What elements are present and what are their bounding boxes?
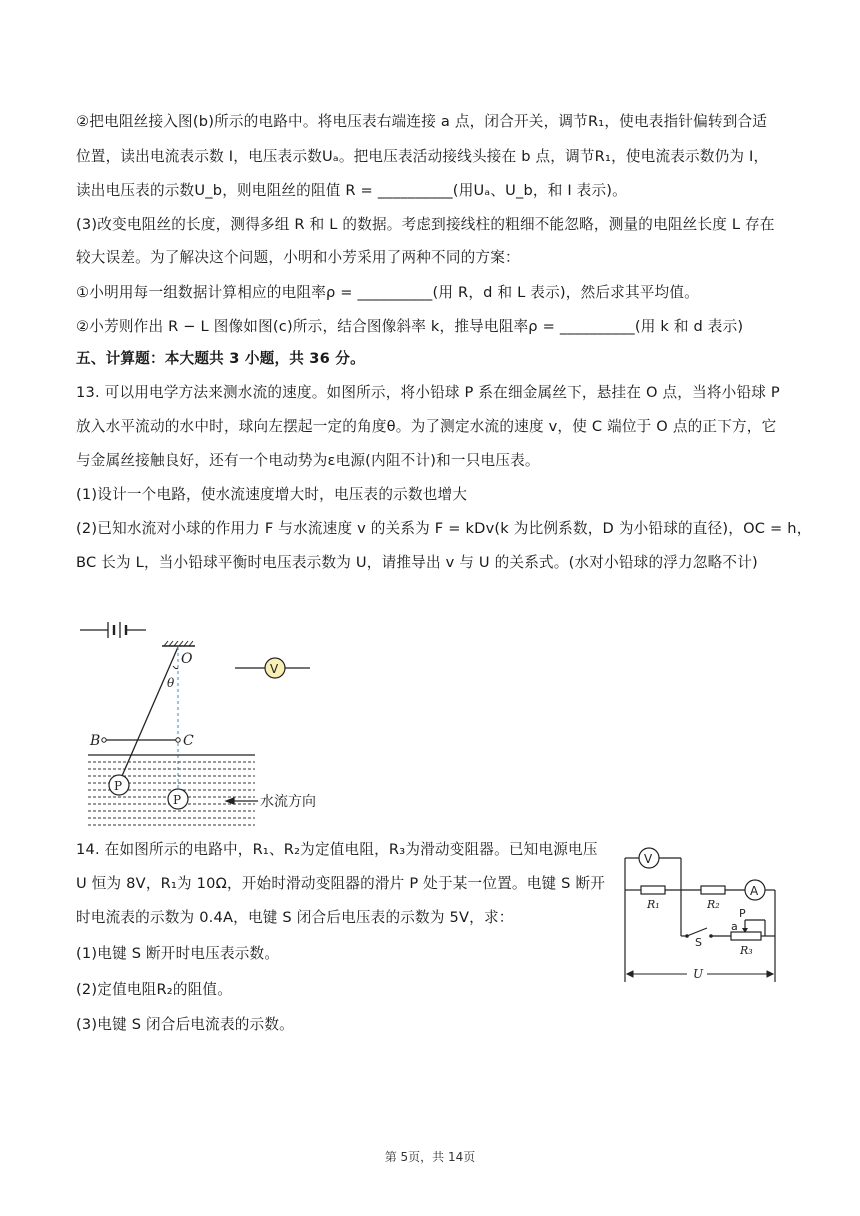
label-theta: θ xyxy=(167,676,175,690)
label-r2: R₂ xyxy=(707,898,720,911)
label-b: B xyxy=(90,733,101,749)
text-line: ①小明用每一组数据计算相应的电阻率ρ = __________(用 R，d 和 L 表示)，然后求其平均值。 xyxy=(76,284,699,301)
text-line: 14. 在如图所示的电路中，R₁、R₂为定值电阻，R₃为滑动变阻器。已知电源电压 xyxy=(76,841,598,858)
label-p2: P xyxy=(173,793,182,807)
water-flow-figure xyxy=(70,612,360,832)
text-line: ②把电阻丝接入图(b)所示的电路中。将电压表右端连接 a 点，闭合开关，调节R₁，使电表指针偏转到合适 xyxy=(76,113,768,130)
label-s: S xyxy=(695,936,702,949)
text-line: BC 长为 L，当小铅球平衡时电压表示数为 U，请推导出 v 与 U 的关系式。(水对小铅球的浮力忽略不计) xyxy=(76,554,758,571)
switch-terminal xyxy=(709,934,713,938)
text-line: 位置，读出电流表示数 I，电压表示数Uₐ。把电压表活动接线头接在 b 点，调节R₁，使电流表示数仍为 I， xyxy=(76,148,769,165)
text-line: U 恒为 8V，R₁为 10Ω，开始时滑动变阻器的滑片 P 处于某一位置。电键 S 断开 xyxy=(76,875,606,892)
angle-arc xyxy=(173,666,178,669)
text-line: 放入水平流动的水中时，球向左摆起一定的角度θ。为了测定水流的速度 v，使 C 端位于 O 点的正下方，它 xyxy=(76,418,777,435)
svg-text:V: V xyxy=(644,852,653,866)
section-heading: 五、计算题：本大题共 3 小题，共 36 分。 xyxy=(76,350,365,367)
water-flow-arrow-icon xyxy=(226,798,258,804)
label-p: P xyxy=(739,907,746,920)
svg-text:A: A xyxy=(750,884,759,898)
text-line: 较大误差。为了解决这个问题，小明和小芳采用了两种不同的方案： xyxy=(76,249,520,266)
label-o: O xyxy=(181,651,193,667)
label-u: U xyxy=(693,967,704,981)
label-c: C xyxy=(183,733,194,749)
resistor-r2 xyxy=(701,886,725,894)
resistor-r3 xyxy=(731,932,761,940)
circuit-figure xyxy=(615,842,785,990)
battery-icon xyxy=(80,622,146,638)
label-a: a xyxy=(731,920,738,933)
text-line: 与金属丝接触良好，还有一个电动势为ε电源(内阻不计)和一只电压表。 xyxy=(76,452,540,469)
text-line: (3)电键 S 闭合后电流表的示数。 xyxy=(76,1016,294,1033)
water-direction-label: 水流方向 xyxy=(260,794,316,810)
svg-text:V: V xyxy=(270,662,279,676)
text-line: (2)定值电阻R₂的阻值。 xyxy=(76,981,233,998)
text-line: ②小芳则作出 R − L 图像如图(c)所示，结合图像斜率 k，推导电阻率ρ = __________(用 k 和 d 表示) xyxy=(76,318,744,335)
terminal-c xyxy=(176,738,180,742)
resistor-r1 xyxy=(641,886,665,894)
text-line: 读出电压表的示数U_b，则电阻丝的阻值 R = __________(用Uₐ、U_b，和 I 表示)。 xyxy=(76,182,627,199)
terminal-b xyxy=(102,738,106,742)
voltmeter-icon xyxy=(639,848,659,868)
voltmeter-icon xyxy=(235,658,310,678)
text-line: 13. 可以用电学方法来测水流的速度。如图所示，将小铅球 P 系在细金属丝下，悬挂在 O 点，当将小铅球 P xyxy=(76,384,780,401)
text-line: (1)设计一个电路，使水流速度增大时，电压表的示数也增大 xyxy=(76,486,468,503)
label-p1: P xyxy=(114,779,123,793)
label-r3: R₃ xyxy=(740,944,753,957)
label-r1: R₁ xyxy=(647,898,660,911)
page-footer: 第 5页，共 14页 xyxy=(384,1150,476,1164)
text-line: (1)电键 S 断开时电压表示数。 xyxy=(76,945,280,962)
metal-wire xyxy=(122,647,178,776)
ceiling-hatch xyxy=(162,641,195,646)
switch-terminal xyxy=(685,934,689,938)
ammeter-icon xyxy=(745,880,765,900)
text-line: (2)已知水流对小球的作用力 F 与水流速度 v 的关系为 F = kDv(k 为比例系数，D 为小铅球的直径)，OC = h， xyxy=(76,520,812,537)
text-line: 时电流表的示数为 0.4A，电键 S 闭合后电压表的示数为 5V，求： xyxy=(76,909,514,926)
text-line: (3)改变电阻丝的长度，测得多组 R 和 L 的数据。考虑到接线柱的粗细不能忽略，测量的电阻丝长度 L 存在 xyxy=(76,216,775,233)
